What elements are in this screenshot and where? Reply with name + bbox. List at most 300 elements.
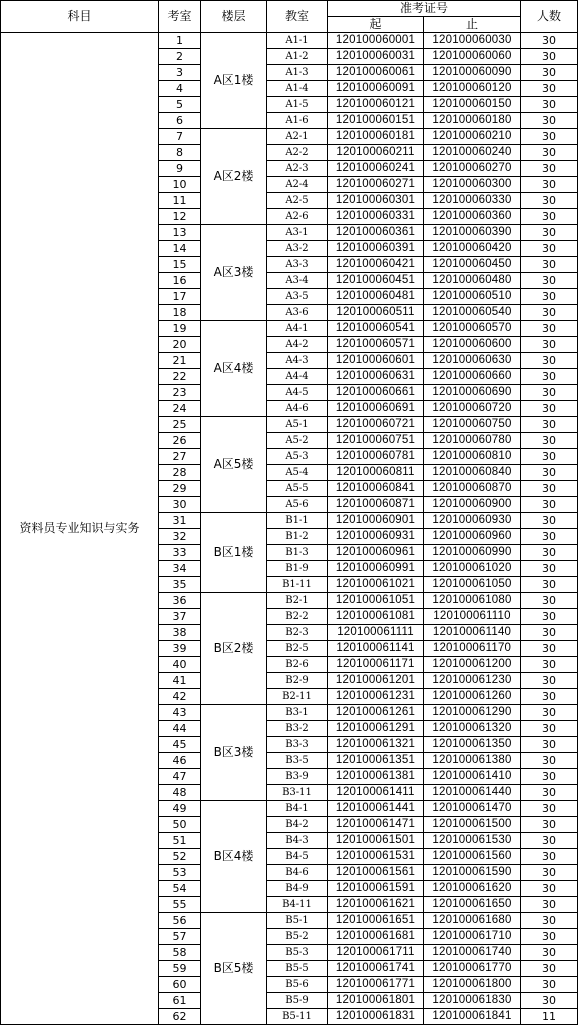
floor-cell: B区4楼 [201,801,267,913]
exam-room-number: 3 [159,65,201,81]
exam-room-number: 12 [159,209,201,225]
ticket-end: 120100060660 [424,369,521,385]
candidate-count: 30 [521,913,578,929]
ticket-start: 120100061801 [328,993,424,1009]
exam-room-number: 26 [159,433,201,449]
candidate-count: 30 [521,65,578,81]
exam-room-number: 24 [159,401,201,417]
classroom-code: A1-6 [267,113,328,129]
classroom-code: A2-2 [267,145,328,161]
ticket-end: 120100060540 [424,305,521,321]
classroom-code: A5-4 [267,465,328,481]
ticket-end: 120100061020 [424,561,521,577]
exam-room-number: 52 [159,849,201,865]
exam-room-number: 15 [159,257,201,273]
classroom-code: A3-6 [267,305,328,321]
ticket-start: 120100060601 [328,353,424,369]
classroom-code: B3-5 [267,753,328,769]
candidate-count: 30 [521,545,578,561]
classroom-code: A5-6 [267,497,328,513]
ticket-end: 120100061170 [424,641,521,657]
ticket-start: 120100060811 [328,465,424,481]
classroom-code: B5-6 [267,977,328,993]
classroom-code: B4-9 [267,881,328,897]
ticket-end: 120100061620 [424,881,521,897]
exam-room-number: 51 [159,833,201,849]
exam-room-number: 43 [159,705,201,721]
ticket-start: 120100060121 [328,97,424,113]
floor-cell: A区4楼 [201,321,267,417]
classroom-code: A4-3 [267,353,328,369]
exam-room-number: 40 [159,657,201,673]
ticket-end: 120100061140 [424,625,521,641]
candidate-count: 30 [521,113,578,129]
exam-room-number: 8 [159,145,201,161]
ticket-end: 120100061560 [424,849,521,865]
classroom-code: B4-2 [267,817,328,833]
table-row [1,33,578,49]
classroom-code: A5-2 [267,433,328,449]
ticket-start: 120100060841 [328,481,424,497]
ticket-end: 120100061050 [424,577,521,593]
candidate-count: 30 [521,337,578,353]
ticket-end: 120100060120 [424,81,521,97]
candidate-count: 30 [521,689,578,705]
ticket-end: 120100061350 [424,737,521,753]
ticket-start: 120100060151 [328,113,424,129]
ticket-end: 120100060930 [424,513,521,529]
candidate-count: 30 [521,897,578,913]
ticket-start: 120100061291 [328,721,424,737]
ticket-end: 120100060510 [424,289,521,305]
candidate-count: 30 [521,273,578,289]
classroom-code: A4-4 [267,369,328,385]
ticket-end: 120100060810 [424,449,521,465]
exam-room-number: 5 [159,97,201,113]
ticket-start: 120100060781 [328,449,424,465]
header-subject: 科目 [1,1,159,33]
classroom-code: B1-9 [267,561,328,577]
exam-room-number: 13 [159,225,201,241]
candidate-count: 30 [521,625,578,641]
candidate-count: 30 [521,497,578,513]
candidate-count: 30 [521,417,578,433]
floor-cell: A区5楼 [201,417,267,513]
classroom-code: B1-3 [267,545,328,561]
exam-room-number: 22 [159,369,201,385]
classroom-code: B4-3 [267,833,328,849]
exam-room-number: 50 [159,817,201,833]
candidate-count: 30 [521,961,578,977]
ticket-start: 120100061351 [328,753,424,769]
classroom-code: B2-2 [267,609,328,625]
exam-room-number: 37 [159,609,201,625]
ticket-start: 120100061591 [328,881,424,897]
ticket-end: 120100061230 [424,673,521,689]
classroom-code: B5-1 [267,913,328,929]
ticket-end: 120100060180 [424,113,521,129]
ticket-start: 120100060571 [328,337,424,353]
classroom-code: B5-3 [267,945,328,961]
candidate-count: 30 [521,145,578,161]
ticket-start: 120100060451 [328,273,424,289]
classroom-code: B4-6 [267,865,328,881]
ticket-end: 120100060570 [424,321,521,337]
classroom-code: B5-5 [267,961,328,977]
header-exam-room: 考室 [159,1,201,33]
candidate-count: 30 [521,561,578,577]
ticket-start: 120100060241 [328,161,424,177]
candidate-count: 30 [521,353,578,369]
floor-cell: B区2楼 [201,593,267,705]
header-classroom: 教室 [267,1,328,33]
candidate-count: 30 [521,849,578,865]
candidate-count: 30 [521,721,578,737]
candidate-count: 30 [521,305,578,321]
ticket-end: 120100061530 [424,833,521,849]
ticket-end: 120100060060 [424,49,521,65]
ticket-start: 120100061471 [328,817,424,833]
exam-room-number: 33 [159,545,201,561]
ticket-end: 120100061841 [424,1009,521,1025]
candidate-count: 30 [521,833,578,849]
ticket-end: 120100060390 [424,225,521,241]
classroom-code: B2-5 [267,641,328,657]
exam-room-number: 46 [159,753,201,769]
candidate-count: 30 [521,401,578,417]
candidate-count: 30 [521,785,578,801]
ticket-start: 120100060481 [328,289,424,305]
exam-room-number: 42 [159,689,201,705]
exam-room-number: 21 [159,353,201,369]
exam-room-number: 10 [159,177,201,193]
header-floor: 楼层 [201,1,267,33]
ticket-start: 120100061651 [328,913,424,929]
ticket-end: 120100060360 [424,209,521,225]
floor-cell: A区2楼 [201,129,267,225]
exam-room-number: 23 [159,385,201,401]
candidate-count: 30 [521,993,578,1009]
candidate-count: 30 [521,801,578,817]
ticket-end: 120100060300 [424,177,521,193]
ticket-end: 120100060030 [424,33,521,49]
candidate-count: 30 [521,609,578,625]
ticket-start: 120100060991 [328,561,424,577]
ticket-start: 120100061531 [328,849,424,865]
classroom-code: A3-4 [267,273,328,289]
exam-room-number: 9 [159,161,201,177]
ticket-end: 120100061380 [424,753,521,769]
classroom-code: A2-1 [267,129,328,145]
exam-room-number: 17 [159,289,201,305]
classroom-code: B3-1 [267,705,328,721]
candidate-count: 30 [521,529,578,545]
classroom-code: A4-6 [267,401,328,417]
ticket-end: 120100060900 [424,497,521,513]
ticket-start: 120100060721 [328,417,424,433]
ticket-start: 120100061771 [328,977,424,993]
ticket-end: 120100060750 [424,417,521,433]
ticket-start: 120100060391 [328,241,424,257]
ticket-start: 120100060901 [328,513,424,529]
ticket-end: 120100060450 [424,257,521,273]
ticket-end: 120100061440 [424,785,521,801]
ticket-end: 120100060600 [424,337,521,353]
ticket-start: 120100060061 [328,65,424,81]
ticket-start: 120100061501 [328,833,424,849]
candidate-count: 30 [521,977,578,993]
candidate-count: 30 [521,769,578,785]
exam-room-number: 25 [159,417,201,433]
ticket-start: 120100060751 [328,433,424,449]
classroom-code: B3-3 [267,737,328,753]
ticket-end: 120100061080 [424,593,521,609]
exam-room-number: 47 [159,769,201,785]
floor-cell: A区1楼 [201,33,267,129]
ticket-end: 120100061710 [424,929,521,945]
candidate-count: 30 [521,241,578,257]
exam-room-number: 57 [159,929,201,945]
exam-room-number: 18 [159,305,201,321]
ticket-start: 120100061381 [328,769,424,785]
candidate-count: 30 [521,225,578,241]
exam-room-number: 29 [159,481,201,497]
classroom-code: B4-5 [267,849,328,865]
classroom-code: A1-3 [267,65,328,81]
ticket-start: 120100061561 [328,865,424,881]
classroom-code: B3-2 [267,721,328,737]
exam-room-number: 44 [159,721,201,737]
candidate-count: 30 [521,385,578,401]
ticket-start: 120100060301 [328,193,424,209]
ticket-end: 120100061590 [424,865,521,881]
candidate-count: 30 [521,481,578,497]
candidate-count: 30 [521,817,578,833]
header-ticket-start: 起 [328,17,424,33]
exam-room-number: 30 [159,497,201,513]
candidate-count: 30 [521,737,578,753]
classroom-code: B4-1 [267,801,328,817]
candidate-count: 30 [521,449,578,465]
ticket-end: 120100061650 [424,897,521,913]
classroom-code: A1-1 [267,33,328,49]
exam-room-number: 41 [159,673,201,689]
exam-room-number: 39 [159,641,201,657]
ticket-end: 120100061470 [424,801,521,817]
header-count: 人数 [521,1,578,33]
ticket-end: 120100061110 [424,609,521,625]
ticket-start: 120100061171 [328,657,424,673]
exam-room-number: 31 [159,513,201,529]
candidate-count: 30 [521,257,578,273]
exam-room-number: 20 [159,337,201,353]
ticket-start: 120100061141 [328,641,424,657]
ticket-end: 120100060150 [424,97,521,113]
candidate-count: 11 [521,1009,578,1025]
exam-room-number: 49 [159,801,201,817]
exam-room-number: 56 [159,913,201,929]
candidate-count: 30 [521,593,578,609]
classroom-code: B1-11 [267,577,328,593]
classroom-code: A3-2 [267,241,328,257]
candidate-count: 30 [521,657,578,673]
classroom-code: A5-1 [267,417,328,433]
candidate-count: 30 [521,97,578,113]
exam-room-number: 4 [159,81,201,97]
classroom-code: B1-2 [267,529,328,545]
ticket-start: 120100061111 [328,625,424,641]
classroom-code: B2-6 [267,657,328,673]
ticket-start: 120100060961 [328,545,424,561]
ticket-end: 120100060870 [424,481,521,497]
header-ticket-end: 止 [424,17,521,33]
exam-room-number: 53 [159,865,201,881]
classroom-code: A4-1 [267,321,328,337]
candidate-count: 30 [521,129,578,145]
ticket-start: 120100061741 [328,961,424,977]
ticket-end: 120100061290 [424,705,521,721]
classroom-code: A5-5 [267,481,328,497]
classroom-code: B2-11 [267,689,328,705]
candidate-count: 30 [521,81,578,97]
ticket-end: 120100061500 [424,817,521,833]
classroom-code: B3-11 [267,785,328,801]
candidate-count: 30 [521,321,578,337]
ticket-start: 120100060511 [328,305,424,321]
classroom-code: A5-3 [267,449,328,465]
classroom-code: A2-5 [267,193,328,209]
classroom-code: B5-2 [267,929,328,945]
ticket-start: 120100061321 [328,737,424,753]
classroom-code: B2-3 [267,625,328,641]
table-body [1,33,578,1025]
ticket-start: 120100060871 [328,497,424,513]
ticket-end: 120100061680 [424,913,521,929]
ticket-end: 120100060780 [424,433,521,449]
candidate-count: 30 [521,641,578,657]
classroom-code: A1-4 [267,81,328,97]
ticket-start: 120100060931 [328,529,424,545]
candidate-count: 30 [521,209,578,225]
ticket-start: 120100060031 [328,49,424,65]
exam-room-number: 6 [159,113,201,129]
exam-room-number: 35 [159,577,201,593]
classroom-code: A4-5 [267,385,328,401]
candidate-count: 30 [521,465,578,481]
ticket-start: 120100060361 [328,225,424,241]
ticket-start: 120100060271 [328,177,424,193]
ticket-start: 120100061711 [328,945,424,961]
ticket-end: 120100060720 [424,401,521,417]
exam-room-number: 34 [159,561,201,577]
ticket-start: 120100060661 [328,385,424,401]
ticket-end: 120100061320 [424,721,521,737]
classroom-code: B3-9 [267,769,328,785]
ticket-start: 120100060001 [328,33,424,49]
classroom-code: A2-4 [267,177,328,193]
ticket-end: 120100061410 [424,769,521,785]
exam-room-number: 38 [159,625,201,641]
ticket-start: 120100061231 [328,689,424,705]
ticket-start: 120100060631 [328,369,424,385]
ticket-start: 120100061021 [328,577,424,593]
classroom-code: A4-2 [267,337,328,353]
ticket-start: 120100061831 [328,1009,424,1025]
exam-room-number: 27 [159,449,201,465]
ticket-start: 120100061201 [328,673,424,689]
candidate-count: 30 [521,753,578,769]
ticket-start: 120100060211 [328,145,424,161]
ticket-start: 120100061441 [328,801,424,817]
exam-room-number: 11 [159,193,201,209]
ticket-start: 120100061621 [328,897,424,913]
header-ticket-number: 准考证号 [328,1,521,17]
floor-cell: B区5楼 [201,913,267,1025]
ticket-end: 120100060630 [424,353,521,369]
candidate-count: 30 [521,433,578,449]
ticket-start: 120100061081 [328,609,424,625]
ticket-end: 120100060270 [424,161,521,177]
candidate-count: 30 [521,513,578,529]
exam-room-number: 2 [159,49,201,65]
candidate-count: 30 [521,289,578,305]
ticket-start: 120100061411 [328,785,424,801]
ticket-end: 120100060330 [424,193,521,209]
ticket-end: 120100061260 [424,689,521,705]
ticket-start: 120100060181 [328,129,424,145]
exam-room-number: 62 [159,1009,201,1025]
candidate-count: 30 [521,673,578,689]
classroom-code: A1-2 [267,49,328,65]
exam-room-number: 28 [159,465,201,481]
candidate-count: 30 [521,369,578,385]
ticket-end: 120100060960 [424,529,521,545]
ticket-end: 120100060690 [424,385,521,401]
ticket-end: 120100060210 [424,129,521,145]
exam-room-number: 61 [159,993,201,1009]
ticket-start: 120100061681 [328,929,424,945]
ticket-start: 120100060331 [328,209,424,225]
ticket-end: 120100061770 [424,961,521,977]
candidate-count: 30 [521,577,578,593]
exam-room-number: 7 [159,129,201,145]
exam-room-number: 59 [159,961,201,977]
classroom-code: A3-1 [267,225,328,241]
exam-room-number: 55 [159,897,201,913]
floor-cell: A区3楼 [201,225,267,321]
ticket-start: 120100060691 [328,401,424,417]
exam-room-number: 32 [159,529,201,545]
classroom-code: A3-5 [267,289,328,305]
ticket-end: 120100061200 [424,657,521,673]
header-row [1,1,578,17]
exam-room-number: 36 [159,593,201,609]
ticket-end: 120100060090 [424,65,521,81]
candidate-count: 30 [521,929,578,945]
subject-cell: 资料员专业知识与实务 [1,33,159,1025]
candidate-count: 30 [521,881,578,897]
ticket-end: 120100060420 [424,241,521,257]
ticket-end: 120100060840 [424,465,521,481]
ticket-end: 120100061740 [424,945,521,961]
ticket-start: 120100061051 [328,593,424,609]
candidate-count: 30 [521,945,578,961]
ticket-end: 120100060480 [424,273,521,289]
ticket-start: 120100060421 [328,257,424,273]
classroom-code: B2-9 [267,673,328,689]
candidate-count: 30 [521,865,578,881]
ticket-end: 120100061830 [424,993,521,1009]
